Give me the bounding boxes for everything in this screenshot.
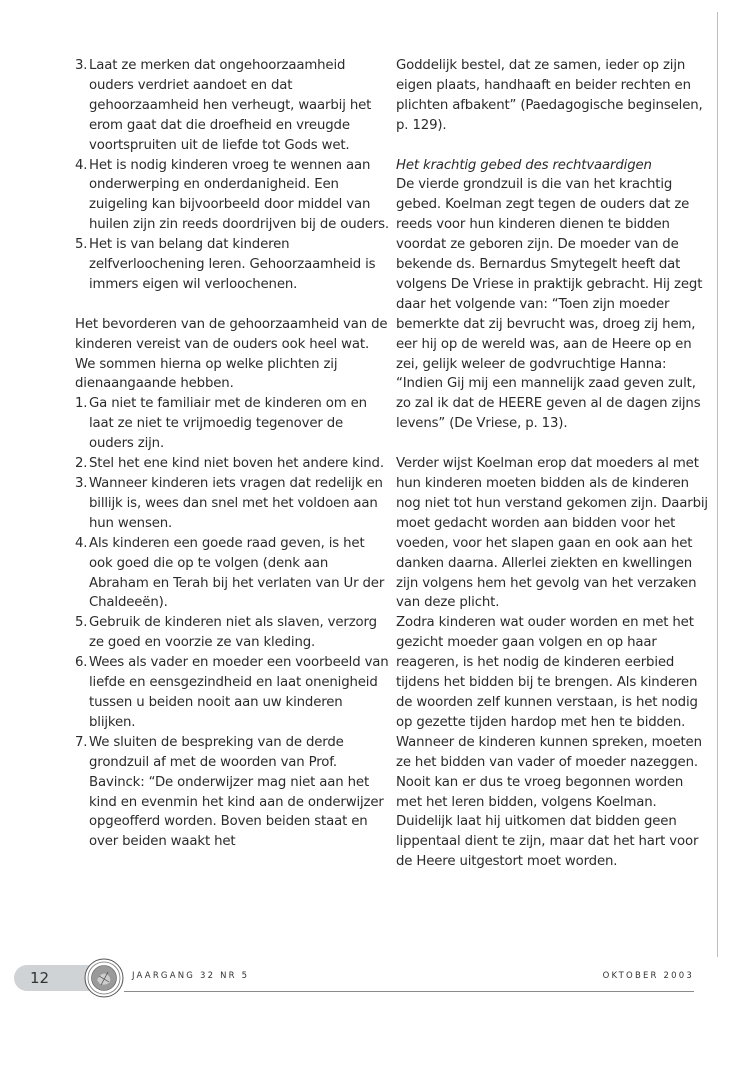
list-b xyxy=(75,394,391,852)
list-item: 5. Gebruik de kinderen niet als slaven, verzorg ze goed en voorzie ze van kleding. xyxy=(75,615,377,651)
paragraph-prayer-2: Verder wijst Koelman erop dat moeders al met hun kinderen moeten bidden als de kinderen nog niet tot hun verstand gekomen zijn. Daarbij moet gedacht worden aan bidden voor het voeden, voor het slapen gaan en ook aan het danken daarna. Allerlei ziekten en kwellingen zijn volgens hem het gevolg van het verzaken van deze plicht. xyxy=(396,456,708,611)
list-item: 2. Stel het ene kind niet boven het andere kind. xyxy=(75,456,384,472)
list-a xyxy=(75,56,391,295)
section-heading: Het krachtig gebed des rechtvaardigen xyxy=(396,157,652,173)
list-item: 6. Wees als vader en moeder een voorbeeld van liefde en eensgezindheid en laat onenigheid tussen u beiden nooit aan uw kinderen blijken. xyxy=(75,655,389,730)
paragraph-prayer-1: De vierde grondzuil is die van het krachtig gebed. Koelman zegt tegen de ouders dat ze reeds voor hun kinderen dienen te bidden voordat ze geboren zijn. De moeder van de bekende ds. Bernardus Smytegelt heeft dat volgens De Vriese in praktijk gebracht. Hij zegt daar het volgende van: “Toen zijn moeder bemerkte dat zij bevrucht was, droeg zij hem, eer hij op de wereld was, aan de Heere op en zei, gelijk weleer de godvruchtige Hanna: “Indien Gij mij een mannelijk zaad geven zult, zo zal ik dat de HEERE geven al de dagen zijns levens” (De Vriese, p. 13). xyxy=(396,177,703,432)
list-item: 1. Ga niet te familiair met de kinderen om en laat ze niet te vrijmoedig tegenover de ouders zijn. xyxy=(75,396,367,452)
left-column xyxy=(75,56,391,852)
issue-label: JAARGANG 32 NR 5 xyxy=(132,971,250,981)
date-label: OKTOBER 2003 xyxy=(602,971,694,981)
column-rule xyxy=(717,12,718,957)
continuation-paragraph: Goddelijk bestel, dat ze samen, ieder op zijn eigen plaats, handhaaft en beider rechten en plichten afbakent” (Paedagogische beginselen, p. 129). xyxy=(396,58,703,133)
list-item: 7. We sluiten de bespreking van de derde grondzuil af met de woorden van Prof. Bavinck: “De onderwijzer mag niet aan het kind en evenmin het kind aan de onderwijzer opgeofferd worden. Boven beiden staat en over beiden waakt het xyxy=(75,734,384,850)
list-item: 4. Het is nodig kinderen vroeg te wennen aan onderwerping en onderdanigheid. Een zuigeling kan bijvoorbeeld door middel van huilen zijn zin reeds doordrijven bij de ouders. xyxy=(75,157,390,233)
right-column xyxy=(396,56,708,872)
list-item: 4. Als kinderen een goede raad geven, is het ook goed die op te volgen (denk aan Abraham en Terah bij het verlaten van Ur der Chaldeeën). xyxy=(75,535,385,611)
list-item: 3. Wanneer kinderen iets vragen dat redelijk en billijk is, wees dan snel met het voldoen aan hun wensen. xyxy=(75,476,383,531)
paragraph-obedience: Het bevorderen van de gehoorzaamheid van de kinderen vereist van de ouders ook heel wat. We sommen hierna op welke plichten zij dienaangaande hebben. xyxy=(75,316,388,392)
list-item: 3. Laat ze merken dat ongehoorzaamheid ouders verdriet aandoet en dat gehoorzaamheid hen verheugt, waarbij het erom gaat dat die droefheid en vreugde voortspruiten uit de liefde tot Gods wet. xyxy=(75,58,372,153)
footer-rule xyxy=(124,991,694,992)
paragraph-prayer-3: Zodra kinderen wat ouder worden en met het gezicht moeder gaan volgen en op haar reageren, is het nodig de kinderen eerbied tijdens het bidden bij te brengen. Als kinderen de woorden zelf kunnen verstaan, is het nodig op gezette tijden hardop met hen te bidden. Wanneer de kinderen kunnen spreken, moeten ze het bidden van vader of moeder nazeggen. Nooit kan er dus te vroeg begonnen worden met het leren bidden, volgens Koelman. Duidelijk laat hij uitkomen dat bidden geen lippentaal dient te zijn, maar dat het hart voor de Heere uitgestort moet worden. xyxy=(396,615,702,870)
seal-emblem-icon xyxy=(84,958,124,998)
page-number: 12 xyxy=(30,969,50,987)
list-item: 5. Het is van belang dat kinderen zelfverloochening leren. Gehoorzaamheid is immers eigen wil verloochenen. xyxy=(75,237,376,292)
page-footer xyxy=(0,955,738,1005)
page-number-badge xyxy=(14,965,92,991)
